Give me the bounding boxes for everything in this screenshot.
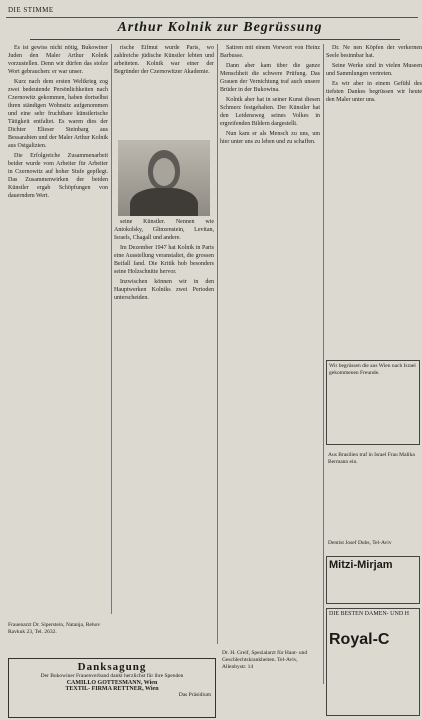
paragraph: rische Eifmut wurde Paris, wo zahlreiche jüdische Künstler lebten und arbeiteten. Kolnik war einer der Begründer der Czernowitzer Akademie. [114, 45, 214, 75]
paragraph: Die Erfolgreiche Zusammenarbeit beider wurde vom Arbeiter für Arbeiter in Czernowitz auf hoher Stufe gepflegt. Das Zusammenwirken der beiden Künstler ergab Schöpfungen von dauerndem Wert. [8, 153, 108, 199]
paragraph: Inzwischen können wir in den Hauptwerken Kolniks zwei Perioden unterscheiden. [114, 279, 214, 301]
royal-title: Royal-C [329, 631, 390, 648]
doctor-ad: Dr. H. Greif, Spezialarzt für Haut- und Geschlechtskrankheiten. Tel-Aviv, Allenbystr. 14 [222, 650, 308, 670]
masthead [6, 2, 418, 18]
title-rule [30, 39, 400, 40]
paragraph: Nun kam er als Mensch zu uns, um hier unter uns zu leben und zu schaffen. [220, 131, 320, 145]
thanks-title: Danksagung [77, 661, 147, 673]
royal-ad-box [326, 608, 420, 716]
column-divider [111, 44, 112, 614]
portrait-photo [118, 140, 210, 216]
mitzi-title: Mitzi-Mirjam [329, 559, 393, 571]
thanks-notice [8, 658, 216, 718]
paragraph: Satiren mit einem Vorwort von Heinz Barbusse. [220, 45, 320, 59]
mitzi-ad-box [326, 556, 420, 604]
announcement-box [326, 360, 420, 445]
article-column-3 [220, 44, 320, 644]
thanks-name-2: TEXTIL- FIRMA RETTNER, Wien [65, 686, 159, 692]
paragraph: Kurz nach dem ersten Weltkrieg zog zwei bedeutende Persönlichkeiten nach Czernowitz gekommen, haben dortselbst ihren ständigen Wohnsitz aufgenommen und eine sehr fruchtbare künstlerische Tätigkeit entfaltet. Es waren dies der Dichter Elieser Steinbarg aus Bessarabien und der Maler Arthur Kolnik aus Ostgalizien. [8, 79, 108, 149]
royal-subtitle: DIE BESTEN DAMEN- UND H [329, 611, 409, 617]
portrait-face [153, 158, 175, 186]
column-divider [323, 44, 324, 684]
paragraph: Dann aber kam über die ganze Menschheit die schwere Prüfung. Das Grauen der Vernichtung traf auch unsere Brüder in der Bukowina. [220, 63, 320, 93]
paragraph: Es wir aber in einem Gefühl des tiefsten Dankes begrüssen wir heute den Maler unter uns. [326, 81, 422, 103]
article-column-4 [326, 44, 422, 354]
thanks-text: Der Bukowiner Frauenverband dankt herzlichst für ihre Spenden [40, 673, 184, 679]
paragraph: Im Dezember 1947 hat Kolnik in Paris eine Ausstellung veranstaltet, die grossen Beifall fand. Die Kritik hob besonders seine Holzschnitte hervor. [114, 245, 214, 275]
article-column-2 [114, 44, 214, 139]
thanks-name-1: CAMILLO GOTTESMANN, Wien [66, 680, 158, 686]
doctor-siperstein-ad: Frauenarzt Dr. Siperstein, Natanja, Rehov Ravkuk 23, Tel. 2632. [8, 622, 101, 635]
paragraph: Kolnik aber hat in seiner Kunst diesen Schmerz festgehalten. Der Künstler hat den Leidensweg seines Volkes in ergreifenden Bildern dargestellt. [220, 97, 320, 127]
paragraph: seine Künstler. Nennen wie Antokolsky, Glinzenstein, Levitan, Israels, Chagall und andere. [114, 219, 214, 241]
portrait-body [130, 188, 198, 216]
thanks-signature: Das Präsidium [178, 692, 211, 698]
masthead-title: DIE STIMME [8, 6, 54, 14]
announcement-brasilien: Aus Brasilien traf in Israel Frau Malika Bermann ein. [328, 452, 415, 465]
announcement-text: Wir begrüssen die aus Wien nach Israel gekommenen Freunde. [329, 363, 416, 376]
dentist-ad: Dentist Josef Dubs, Tel-Aviv [328, 540, 392, 546]
article-column-2-lower [114, 218, 214, 608]
paragraph: Dr. Ne nen Köpfen der verkernen Seele besinnbar hat. [326, 45, 422, 59]
paragraph: Seine Werke sind in vielen Museen und Sammlungen vertreten. [326, 63, 422, 77]
article-title: Arthur Kolnik zur Begrüssung [117, 20, 323, 35]
column-divider [217, 44, 218, 644]
paragraph: Es ist gewiss nicht nötig, Bukowiner Juden den Maler Arthur Kolnik vorzustellen. Denn wir dürfen das stolze Wort gebrauchen: er war unser. [8, 45, 108, 75]
article-column-1 [8, 44, 108, 619]
